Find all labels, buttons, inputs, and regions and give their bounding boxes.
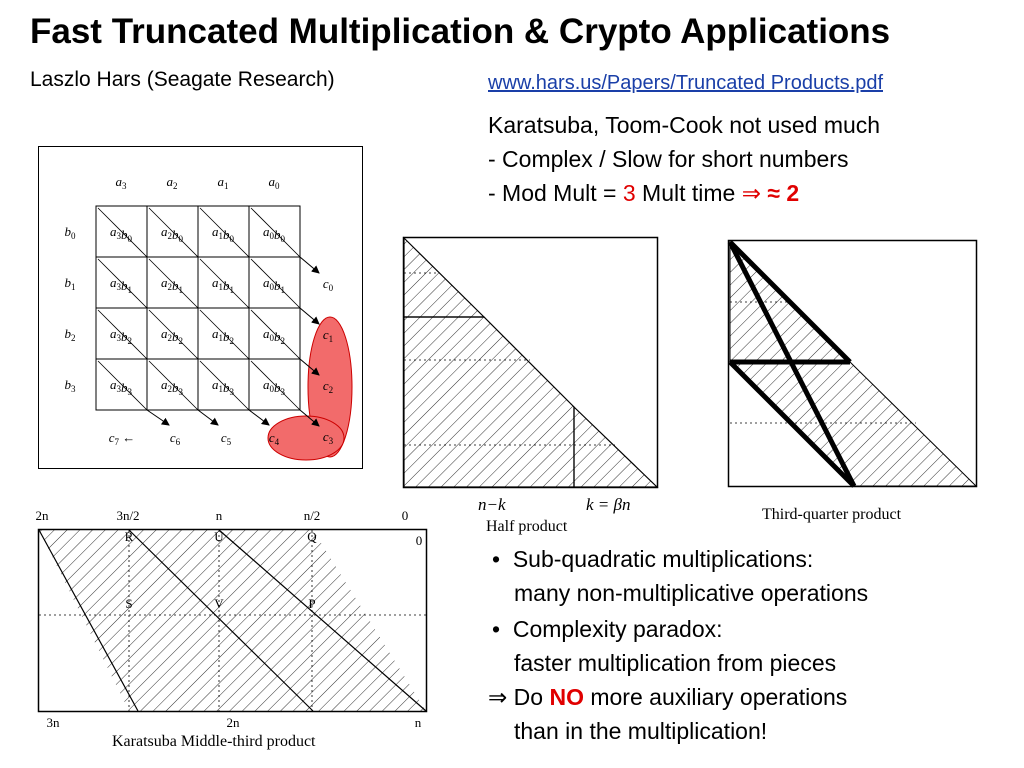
col-header: $a_3$ <box>115 174 127 191</box>
implies-arrow-icon: ⇒ <box>741 180 762 206</box>
bullet-1-line-2: many non-multiplicative operations <box>514 580 869 606</box>
kara-point-label: R <box>124 529 134 544</box>
half-product-diagram <box>400 235 662 493</box>
grid-product: $a_0b_2$ <box>263 326 285 346</box>
note-line-3 <box>488 180 799 207</box>
right-output-label: $c_0$ <box>322 276 334 293</box>
kara-top-axis-label: 2n <box>35 508 49 523</box>
bullet-1: • Sub-quadratic multiplications: <box>492 546 814 572</box>
half-label-left: n−k <box>478 495 506 514</box>
note-number: 3 <box>622 180 636 206</box>
row-header: $b_0$ <box>64 224 76 241</box>
grid-product: $a_1b_3$ <box>212 377 234 397</box>
bullet-2: • Complexity paradox: <box>492 616 723 642</box>
kara-point-label: U <box>214 529 224 544</box>
kara-top-axis-label: n <box>215 508 223 523</box>
bullet-2-line-1: Complexity paradox: <box>512 616 723 642</box>
row-header: $b_2$ <box>64 326 76 343</box>
bullet-2-line-2: faster multiplication from pieces <box>514 650 837 676</box>
grid-product: $a_1b_2$ <box>212 326 234 346</box>
bullet-3-line-2: than in the multiplication! <box>514 718 768 744</box>
row-header: $b_1$ <box>64 275 76 292</box>
col-header: $a_2$ <box>166 174 178 191</box>
kara-point-label: Q <box>307 529 317 544</box>
grid-product: $a_2b_1$ <box>161 275 183 295</box>
kara-point-label: P <box>308 596 316 611</box>
right-output-label: $c_3$ <box>322 429 334 446</box>
note-result: ≈ 2 <box>767 180 800 206</box>
kara-bottom-axis-label: 3n <box>46 715 60 730</box>
kara-top-axis-label: n/2 <box>303 508 321 523</box>
kara-top-axis-label: 3n/2 <box>116 508 140 523</box>
note-line-2: - Complex / Slow for short numbers <box>488 146 849 172</box>
bullet-3-no: NO <box>549 684 584 710</box>
col-header: $a_0$ <box>268 174 280 191</box>
grid-product: $a_3b_3$ <box>110 377 132 397</box>
grid-product: $a_0b_1$ <box>263 275 285 295</box>
grid-product: $a_2b_3$ <box>161 377 183 397</box>
karatsuba-caption: Karatsuba Middle-third product <box>112 733 316 750</box>
kara-top-axis-label: 0 <box>401 508 409 523</box>
row-header: $b_3$ <box>64 377 76 394</box>
half-label-right: k = βn <box>586 495 631 514</box>
bullet-3-suffix: more auxiliary operations <box>583 684 848 710</box>
grid-product: $a_3b_1$ <box>110 275 132 295</box>
author-line: Laszlo Hars (Seagate Research) <box>30 68 335 91</box>
third-quarter-caption: Third-quarter product <box>762 506 902 523</box>
right-output-label: $c_1$ <box>322 327 334 344</box>
grid-product: $a_3b_0$ <box>110 224 132 244</box>
kara-bottom-axis-label: n <box>414 715 422 730</box>
grid-product: $a_0b_0$ <box>263 224 285 244</box>
half-product-caption: Half product <box>486 518 568 535</box>
multiplication-grid-diagram <box>38 146 364 470</box>
implies-arrow-icon: ⇒ <box>488 684 508 710</box>
note-line-1: Karatsuba, Toom-Cook not used much <box>488 112 881 138</box>
bullet-3-prefix: Do <box>507 684 550 710</box>
grid-product: $a_2b_0$ <box>161 224 183 244</box>
third-quarter-diagram <box>726 238 980 490</box>
kara-right-zero: 0 <box>415 533 423 548</box>
note-prefix: - Mod Mult = <box>488 180 623 206</box>
bottom-output-label: $c_6$ <box>169 430 181 447</box>
kara-bottom-axis-label: 2n <box>226 715 240 730</box>
kara-point-label: S <box>125 596 133 611</box>
bottom-output-label: $c_5$ <box>220 430 232 447</box>
grid-product: $a_1b_0$ <box>212 224 234 244</box>
col-header: $a_1$ <box>217 174 229 191</box>
grid-product: $a_0b_3$ <box>263 377 285 397</box>
grid-product: $a_1b_1$ <box>212 275 234 295</box>
bullet-1-line-1: Sub-quadratic multiplications: <box>512 546 814 572</box>
karatsuba-diagram <box>28 505 438 755</box>
paper-link[interactable]: www.hars.us/Papers/Truncated Products.pdf <box>488 72 883 94</box>
note-mid: Mult time <box>635 180 742 206</box>
kara-point-label: V <box>214 596 224 611</box>
page-title: Fast Truncated Multiplication & Crypto Applications <box>30 12 891 51</box>
bullet-3 <box>488 684 847 711</box>
right-output-label: $c_2$ <box>322 378 334 395</box>
grid-product: $a_3b_2$ <box>110 326 132 346</box>
bottom-output-label: $c_4$ <box>268 430 280 447</box>
bottom-output-label: $c_7$ ← <box>108 430 136 447</box>
grid-product: $a_2b_2$ <box>161 326 183 346</box>
